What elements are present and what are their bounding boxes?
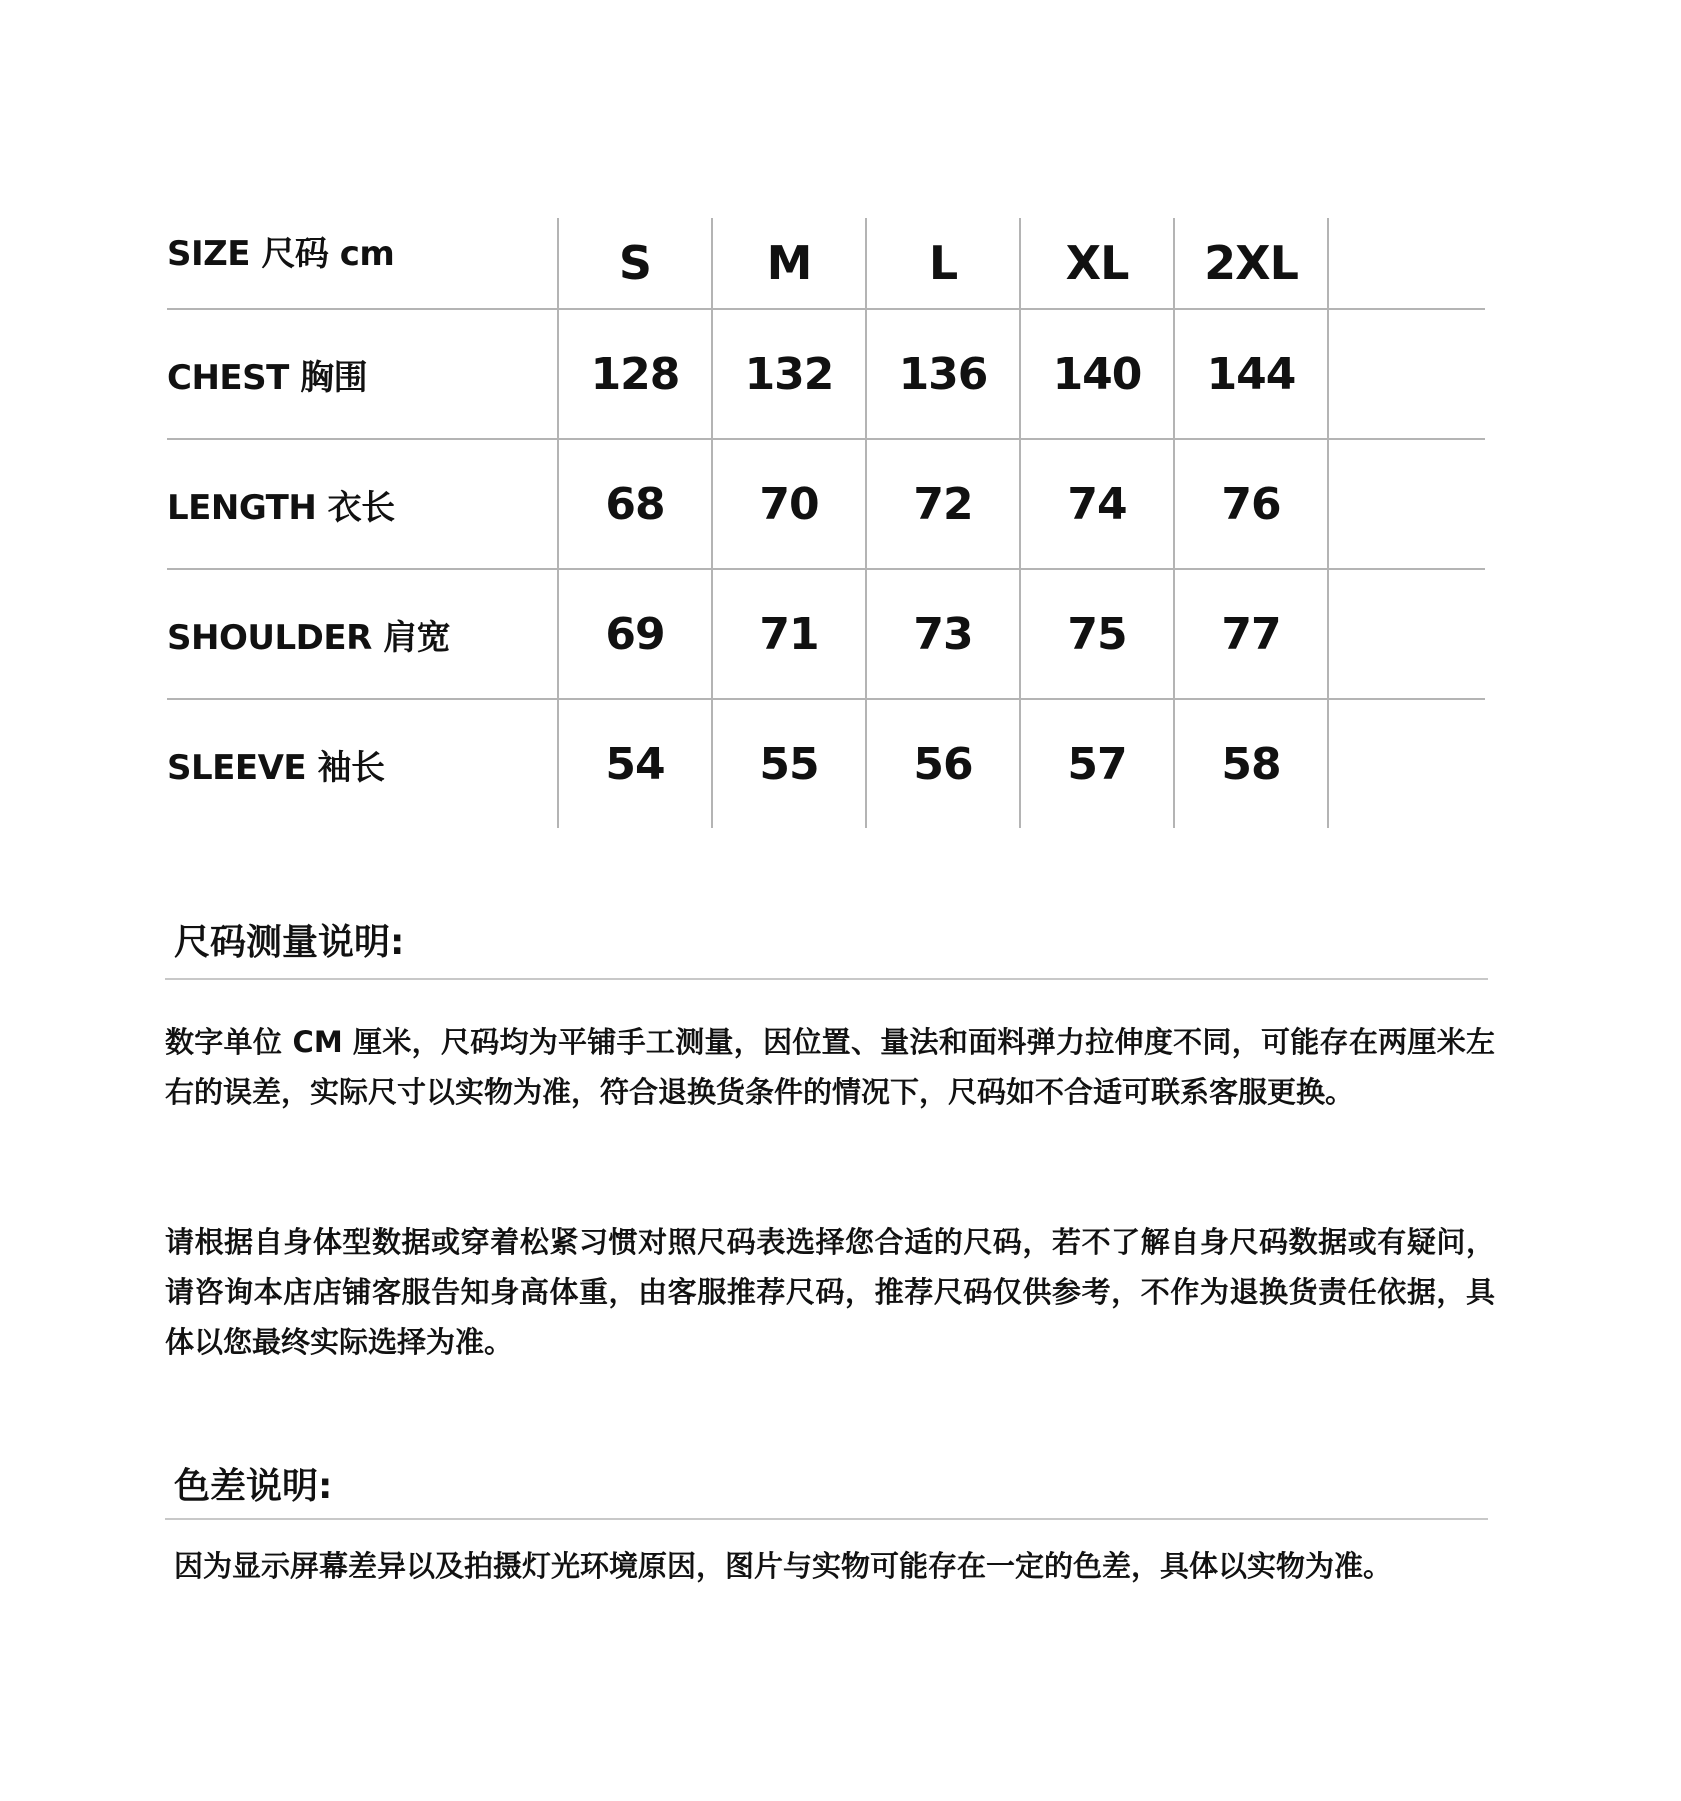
color-paragraph: 因为显示屏幕差异以及拍摄灯光环境原因，图片与实物可能存在一定的色差，具体以实物为准。: [174, 1549, 1393, 1583]
table-row-length: [167, 440, 1485, 570]
sleeve-value-l: 56: [865, 700, 1019, 828]
table-row-chest: [167, 310, 1485, 440]
sleeve-value-m: 55: [711, 700, 865, 828]
length-value-m: 70: [711, 440, 865, 568]
table-spacer-cell: [1327, 218, 1485, 308]
color-section-divider: [165, 1518, 1488, 1520]
size-header-xl: XL: [1019, 218, 1173, 308]
measurement-paragraph-selection: 请根据自身体型数据或穿着松紧习惯对照尺码表选择您合适的尺码，若不了解自身尺码数据或有疑问，请咨询本店店铺客服告知身高体重，由客服推荐尺码，推荐尺码仅供参考，不作为退换货责任依据，具体以您最终实际选择为准。: [165, 1225, 1495, 1359]
chest-value-xl: 140: [1019, 310, 1173, 438]
table-row-sleeve: [167, 700, 1485, 828]
size-header-s: S: [557, 218, 711, 308]
length-value-xl: 74: [1019, 440, 1173, 568]
sleeve-value-2xl: 58: [1173, 700, 1327, 828]
chest-value-s: 128: [557, 310, 711, 438]
row-label-length: LENGTH 衣长: [167, 487, 395, 528]
length-value-s: 68: [557, 440, 711, 568]
size-header-l: L: [865, 218, 1019, 308]
sleeve-value-xl: 57: [1019, 700, 1173, 828]
chest-value-2xl: 144: [1173, 310, 1327, 438]
size-header-2xl: 2XL: [1173, 218, 1327, 308]
sleeve-value-s: 54: [557, 700, 711, 828]
shoulder-value-2xl: 77: [1173, 570, 1327, 698]
shoulder-value-m: 71: [711, 570, 865, 698]
shoulder-value-l: 73: [865, 570, 1019, 698]
length-value-l: 72: [865, 440, 1019, 568]
table-spacer-cell: [1327, 310, 1485, 438]
size-header-m: M: [711, 218, 865, 308]
shoulder-value-s: 69: [557, 570, 711, 698]
table-row-shoulder: [167, 570, 1485, 700]
table-spacer-cell: [1327, 440, 1485, 568]
size-header-label: SIZE 尺码 cm: [167, 234, 395, 274]
row-label-shoulder: SHOULDER 肩宽: [167, 617, 451, 658]
row-label-sleeve: SLEEVE 袖长: [167, 747, 385, 788]
measurement-section-title: 尺码测量说明:: [174, 922, 405, 963]
chest-value-m: 132: [711, 310, 865, 438]
measurement-paragraph-units: 数字单位 CM 厘米，尺码均为平铺手工测量，因位置、量法和面料弹力拉伸度不同，可能存在两厘米左右的误差，实际尺寸以实物为准，符合退换货条件的情况下，尺码如不合适可联系客服更换。: [165, 1025, 1495, 1109]
color-section-title: 色差说明:: [174, 1466, 333, 1507]
length-value-2xl: 76: [1173, 440, 1327, 568]
chest-value-l: 136: [865, 310, 1019, 438]
measurement-section-divider: [165, 978, 1488, 980]
size-chart-table: [167, 218, 1485, 828]
table-spacer-cell: [1327, 700, 1485, 828]
row-label-chest: CHEST 胸围: [167, 357, 368, 398]
table-spacer-cell: [1327, 570, 1485, 698]
shoulder-value-xl: 75: [1019, 570, 1173, 698]
size-header-row: [167, 218, 1485, 310]
